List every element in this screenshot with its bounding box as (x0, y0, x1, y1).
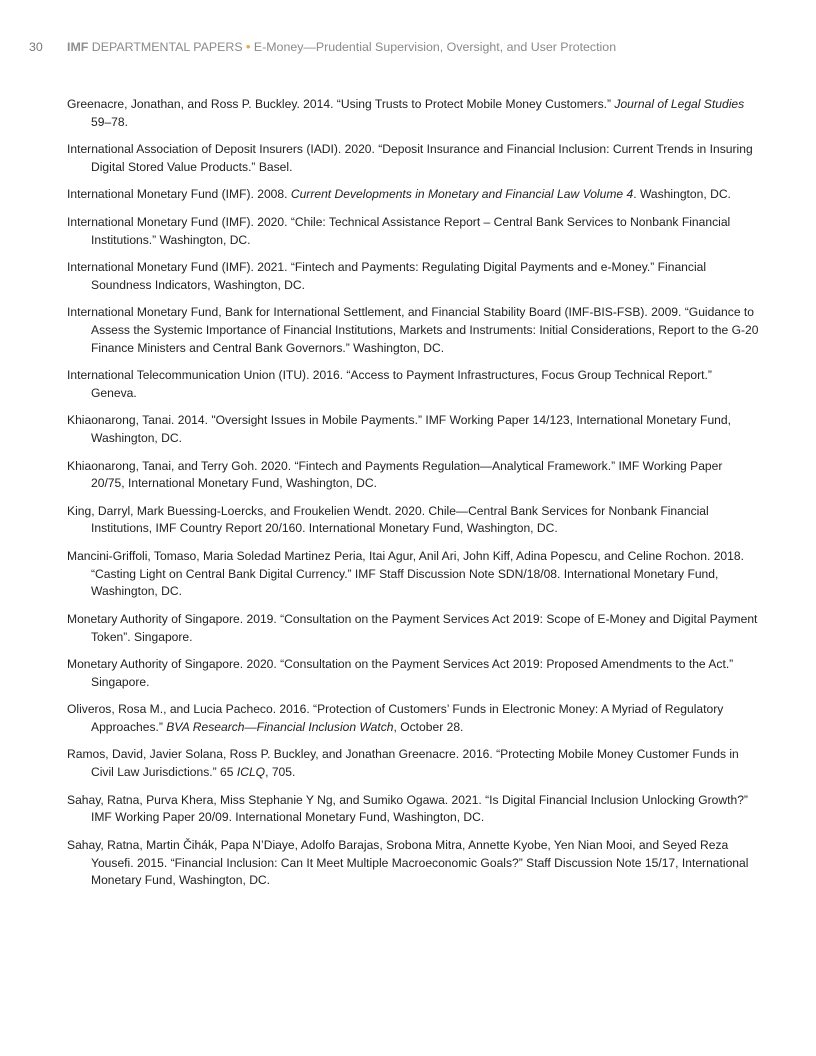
reference-list (67, 96, 759, 900)
reference-entry (67, 186, 759, 204)
reference-text: , October 28. (393, 720, 464, 735)
page-number: 30 (29, 40, 43, 54)
reference-text: Ramos, David, Javier Solana, Ross P. Buckley, and Jonathan Greenacre. 2016. “Protecting Mobile Money Customer Funds in Civil Law Jurisdictions.” 65 (67, 747, 739, 780)
reference-text: Oliveros, Rosa M., and Lucia Pacheco. 2016. “Protection of Customers’ Funds in Electronic Money: A Myriad of Regulatory Approaches.” (67, 702, 724, 735)
reference-text: International Monetary Fund, Bank for International Settlement, and Financial Stability Board (IMF-BIS-FSB). 2009. “Guidance to Assess the Systemic Importance of Financial Institutions, Markets and Instruments: Initial Considerations, Report to the G-20 Finance Ministers and Central Bank Governors.” Washington, DC. (67, 305, 759, 355)
brand-imf: IMF (67, 40, 89, 54)
reference-italic-title: Journal of Legal Studies (614, 97, 745, 111)
separator-dot: • (246, 40, 251, 54)
reference-entry (67, 746, 759, 782)
reference-entry (67, 141, 759, 177)
running-header (29, 40, 616, 54)
reference-text: 59–78. (91, 114, 128, 129)
reference-text: International Monetary Fund (IMF). 2020. “Chile: Technical Assistance Report – Central Bank Services to Nonbank Financial Institutions.” Washington, DC. (67, 214, 731, 247)
reference-text: International Telecommunication Union (ITU). 2016. “Access to Payment Infrastructures, Focus Group Technical Report.” Geneva. (67, 368, 712, 400)
reference-entry (67, 792, 759, 828)
reference-text: Greenacre, Jonathan, and Ross P. Buckley. 2014. “Using Trusts to Protect Mobile Money Customers.” (67, 97, 615, 111)
reference-text: . Washington, DC. (633, 187, 731, 202)
reference-text: Khiaonarong, Tanai, and Terry Goh. 2020. “Fintech and Payments Regulation—Analytical Framework.” IMF Working Paper 20/75, International Monetary Fund, Washington, DC. (67, 458, 723, 491)
paper-title: E-Money—Prudential Supervision, Oversight, and User Protection (253, 40, 617, 54)
reference-text: King, Darryl, Mark Buessing-Loercks, and Froukelien Wendt. 2020. Chile—Central Bank Services for Nonbank Financial Institutions, IMF Country Report 20/160. International Monetary Fund, Washington, DC. (67, 503, 709, 536)
reference-entry (67, 259, 759, 295)
reference-entry (67, 304, 759, 357)
reference-entry (67, 367, 759, 403)
reference-entry (67, 701, 759, 737)
reference-italic-title: BVA Research—Financial Inclusion Watch (166, 720, 394, 735)
reference-text: Sahay, Ratna, Martin Čihák, Papa N’Diaye, Adolfo Barajas, Srobona Mitra, Annette Kyobe, Yen Nian Mooi, and Seyed Reza Yousefi. 2015. “Financial Inclusion: Can It Meet Multiple Macroeconomic Goals?” Staff Discussion Note 15/17, International Monetary Fund, Washington, DC. (67, 837, 749, 888)
reference-entry (67, 214, 759, 250)
reference-text: , 705. (265, 765, 296, 780)
reference-text: Khiaonarong, Tanai. 2014. "Oversight Issues in Mobile Payments.” IMF Working Paper 14/123, International Monetary Fund, Washington, DC. (67, 413, 731, 446)
reference-entry (67, 656, 759, 692)
reference-entry (67, 458, 759, 494)
reference-text: Sahay, Ratna, Purva Khera, Miss Stephanie Y Ng, and Sumiko Ogawa. 2021. “Is Digital Financial Inclusion Unlocking Growth?” IMF Working Paper 20/09. International Monetary Fund, Washington, DC. (67, 792, 748, 825)
reference-entry (67, 611, 759, 647)
reference-italic-title: ICLQ (236, 765, 266, 780)
reference-italic-title: Current Developments in Monetary and Financial Law Volume 4 (290, 187, 634, 202)
series-name: DEPARTMENTAL PAPERS (91, 40, 243, 54)
reference-entry (67, 503, 759, 539)
reference-text: Monetary Authority of Singapore. 2019. “Consultation on the Payment Services Act 2019: Scope of E-Money and Digital Payment Token”. Singapore. (67, 611, 758, 644)
reference-text: International Monetary Fund (IMF). 2021. “Fintech and Payments: Regulating Digital Payments and e-Money.” Financial Soundness Indicators, Washington, DC. (67, 259, 707, 292)
reference-text: International Association of Deposit Insurers (IADI). 2020. “Deposit Insurance and Financial Inclusion: Current Trends in Insuring Digital Stored Value Products.” Basel. (67, 142, 753, 174)
reference-entry (67, 548, 759, 601)
reference-entry (67, 412, 759, 448)
reference-text: Mancini-Griffoli, Tomaso, Maria Soledad Martinez Peria, Itai Agur, Anil Ari, John Kiff, Adina Popescu, and Celine Rochon. 2018. “Casting Light on Central Bank Digital Currency.” IMF Staff Discussion Note SDN/18/08. International Monetary Fund, Washington, DC. (67, 548, 744, 599)
reference-entry (67, 96, 759, 132)
reference-text: Monetary Authority of Singapore. 2020. “Consultation on the Payment Services Act 2019: Proposed Amendments to the Act.” Singapore. (67, 657, 734, 689)
reference-text: International Monetary Fund (IMF). 2008. (67, 187, 291, 202)
reference-entry (67, 837, 759, 890)
